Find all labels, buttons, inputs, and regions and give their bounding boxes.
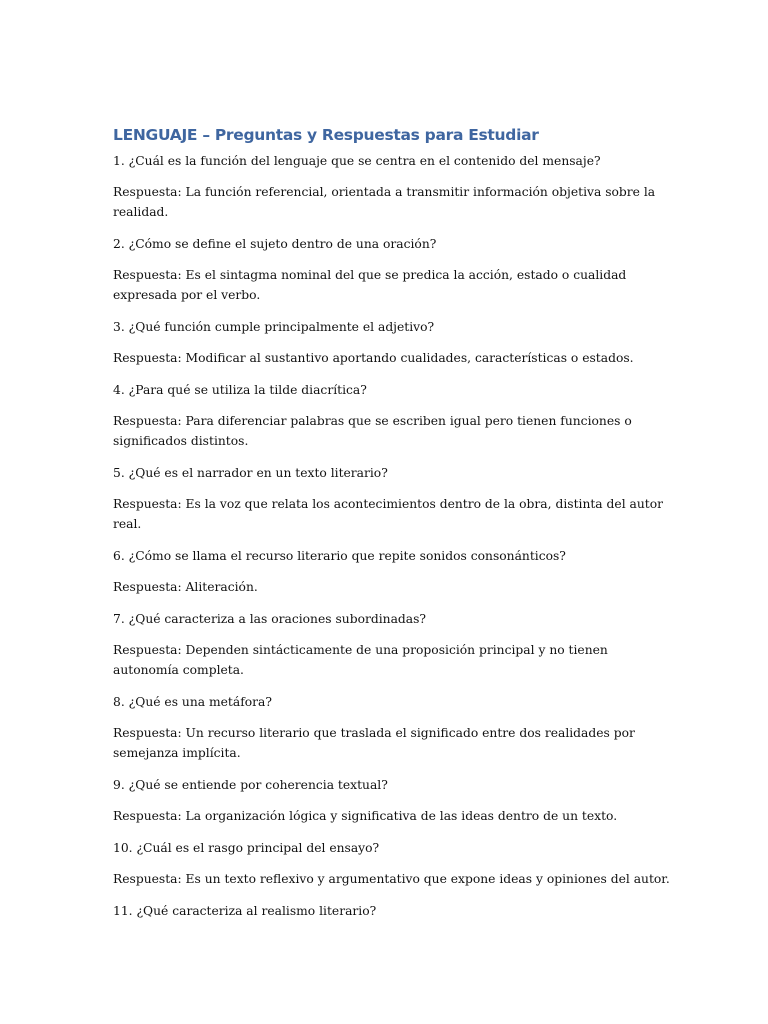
question-5: 5. ¿Qué es el narrador en un texto literario? <box>113 466 388 480</box>
question-8: 8. ¿Qué es una metáfora? <box>113 695 272 709</box>
answer-3: Respuesta: Modificar al sustantivo aportando cualidades, características o estados. <box>113 351 634 365</box>
question-7: 7. ¿Qué caracteriza a las oraciones subordinadas? <box>113 612 427 626</box>
answer-4: Respuesta: Para diferenciar palabras que se escriben igual pero tienen funciones o significados distintos. <box>113 414 632 448</box>
answer-10: Respuesta: Es un texto reflexivo y argumentativo que expone ideas y opiniones del autor. <box>113 872 670 886</box>
question-6: 6. ¿Cómo se llama el recurso literario que repite sonidos consonánticos? <box>113 549 566 563</box>
answer-6: Respuesta: Aliteración. <box>113 580 258 594</box>
question-10: 10. ¿Cuál es el rasgo principal del ensayo? <box>113 841 380 855</box>
answer-2: Respuesta: Es el sintagma nominal del que se predica la acción, estado o cualidad expresada por el verbo. <box>113 268 627 302</box>
question-4: 4. ¿Para qué se utiliza la tilde diacrítica? <box>113 383 367 397</box>
answer-9: Respuesta: La organización lógica y significativa de las ideas dentro de un texto. <box>113 809 618 823</box>
question-1: 1. ¿Cuál es la función del lenguaje que se centra en el contenido del mensaje? <box>113 154 601 168</box>
document-title: LENGUAJE – Preguntas y Respuestas para Estudiar <box>113 126 539 144</box>
answer-8: Respuesta: Un recurso literario que traslada el significado entre dos realidades por semejanza implícita. <box>113 726 635 760</box>
question-9: 9. ¿Qué se entiende por coherencia textual? <box>113 778 388 792</box>
answer-1: Respuesta: La función referencial, orientada a transmitir información objetiva sobre la realidad. <box>113 185 656 219</box>
answer-5: Respuesta: Es la voz que relata los acontecimientos dentro de la obra, distinta del autor real. <box>113 497 664 531</box>
document-body <box>113 124 673 932</box>
question-11: 11. ¿Qué caracteriza al realismo literario? <box>113 904 377 918</box>
question-2: 2. ¿Cómo se define el sujeto dentro de una oración? <box>113 237 437 251</box>
question-3: 3. ¿Qué función cumple principalmente el adjetivo? <box>113 320 435 334</box>
answer-7: Respuesta: Dependen sintácticamente de una proposición principal y no tienen autonomía completa. <box>113 643 608 677</box>
